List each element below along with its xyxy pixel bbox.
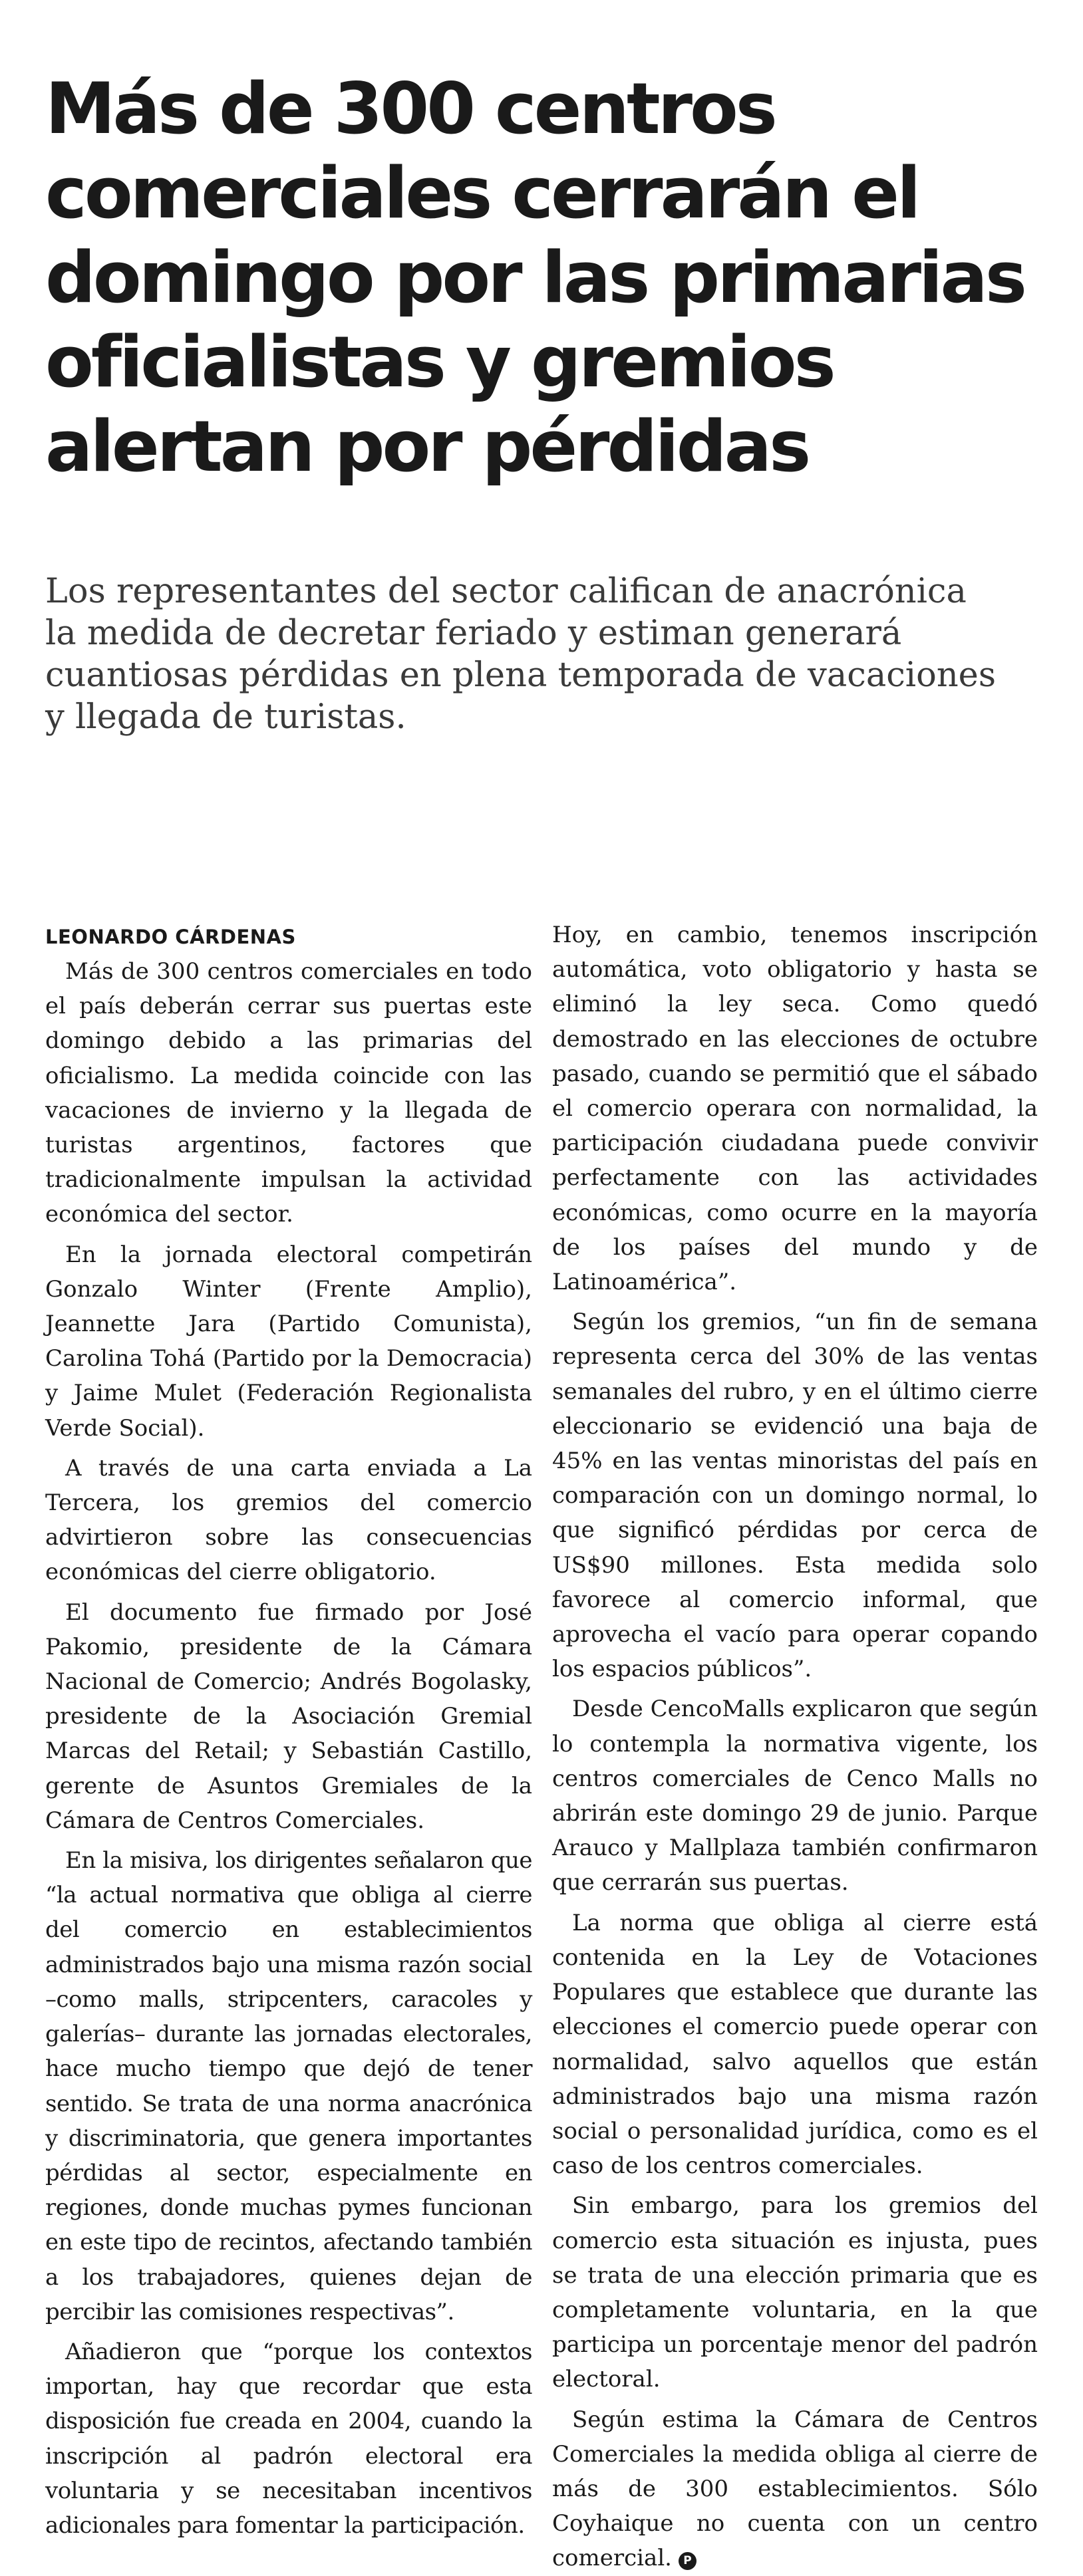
headline <box>45 66 1063 489</box>
body-paragraph: Añadieron que “porque los contextos importan, hay que recordar que esta disposición fue creada en 2004, cuando la inscripción al padrón electoral era voluntaria y se necesitaban incentivos adicionales para fomentar la participación. <box>45 2338 532 2539</box>
deck-line: Los representantes del sector califican de anacrónica <box>45 572 967 611</box>
final-paragraph-text: Según estima la Cámara de Centros Comerciales la medida obliga al cierre de más de 300 establecimientos. Sólo Coyhaique no cuenta con un centro comercial. <box>552 2406 1038 2572</box>
end-mark-icon: P <box>679 2552 696 2570</box>
body-paragraph: Hoy, en cambio, tenemos inscripción automática, voto obligatorio y hasta se eliminó la ley seca. Como quedó demostrado en las elecciones de octubre pasado, cuando se permitió que el sábado el comercio operara con normalidad, la participación ciudadana puede convivir perfectamente con las actividades económicas, como ocurre en la mayoría de los países del mundo y de Latinoamérica”. <box>552 922 1038 1296</box>
headline-line: oficialistas y gremios <box>45 321 834 403</box>
deck-line: y llegada de turistas. <box>45 698 406 737</box>
article-column-left <box>45 920 532 2543</box>
deck-line: la medida de decretar feriado y estiman generará <box>45 614 902 653</box>
body-paragraph: Desde CencoMalls explicaron que según lo contempla la normativa vigente, los centros comerciales de Cenco Malls no abrirán este domingo 29 de junio. Parque Arauco y Mallplaza también confirmaron que cerrarán sus puertas. <box>552 1696 1038 1896</box>
article-column-right <box>552 918 1038 2576</box>
body-paragraph: La norma que obliga al cierre está contenida en la Ley de Votaciones Populares que establece que durante las elecciones el comercio puede operar con normalidad, salvo aquellos que están administrados bajo una misma razón social o personalidad jurídica, como es el caso de los centros comerciales. <box>552 1909 1038 2180</box>
deck <box>45 571 1070 738</box>
body-paragraph: A través de una carta enviada a La Tercera, los gremios del comercio advirtieron sobre las consecuencias económicas del cierre obligatorio. <box>45 1454 532 1586</box>
headline-line: domingo por las primarias <box>45 237 1024 319</box>
headline-line: alertan por pérdidas <box>45 406 809 487</box>
headline-line: comerciales cerrarán el <box>45 152 919 234</box>
body-paragraph: Sin embargo, para los gremios del comercio esta situación es injusta, pues se trata de una elección primaria que es completamente voluntaria, en la que participa un porcentaje menor del padrón electoral. <box>552 2192 1038 2393</box>
deck-line: cuantiosas pérdidas en plena temporada de vacaciones <box>45 656 997 695</box>
body-paragraph: Más de 300 centros comerciales en todo el país deberán cerrar sus puertas este domingo debido a las primarias del oficialismo. La medida coincide con las vacaciones de invierno y la llegada de turistas argentinos, factores que tradicionalmente impulsan la actividad económica del sector. <box>45 958 532 1228</box>
body-paragraph: Según los gremios, “un fin de semana representa cerca del 30% de las ventas semanales del rubro, y en el último cierre eleccionario se evidenció una baja de 45% en las ventas minoristas del país en comparación con un domingo normal, lo que significó pérdidas por cerca de US$90 millones. Esta medida solo favorece al comercio informal, que aprovecha el vacío para operar copando los espacios públicos”. <box>552 1309 1038 1683</box>
headline-line: Más de 300 centros <box>45 68 775 150</box>
body-paragraph: En la jornada electoral competirán Gonzalo Winter (Frente Amplio), Jeannette Jara (Partido Comunista), Carolina Tohá (Partido por la Democracia) y Jaime Mulet (Federación Regionalista Verde Social). <box>45 1241 532 1442</box>
byline: LEONARDO CÁRDENAS <box>45 926 296 948</box>
final-paragraph <box>552 2402 1038 2576</box>
body-paragraph: El documento fue firmado por José Pakomio, presidente de la Cámara Nacional de Comercio; Andrés Bogolasky, presidente de la Asociación Gremial Marcas del Retail; y Sebastián Castillo, gerente de Asuntos Gremiales de la Cámara de Centros Comerciales. <box>45 1599 532 1834</box>
body-paragraph: En la misiva, los dirigentes señalaron que “la actual normativa que obliga al cierre del comercio en establecimientos administrados bajo una misma razón social –como malls, stripcenters, caracoles y galerías– durante las jornadas electorales, hace mucho tiempo que dejó de tener sentido. Se trata de una norma anacrónica y discriminatoria, que genera importantes pérdidas al sector, especialmente en regiones, donde muchas pymes funcionan en este tipo de recintos, afectando también a los trabajadores, quienes dejan de percibir las comisiones respectivas”. <box>45 1847 532 2325</box>
